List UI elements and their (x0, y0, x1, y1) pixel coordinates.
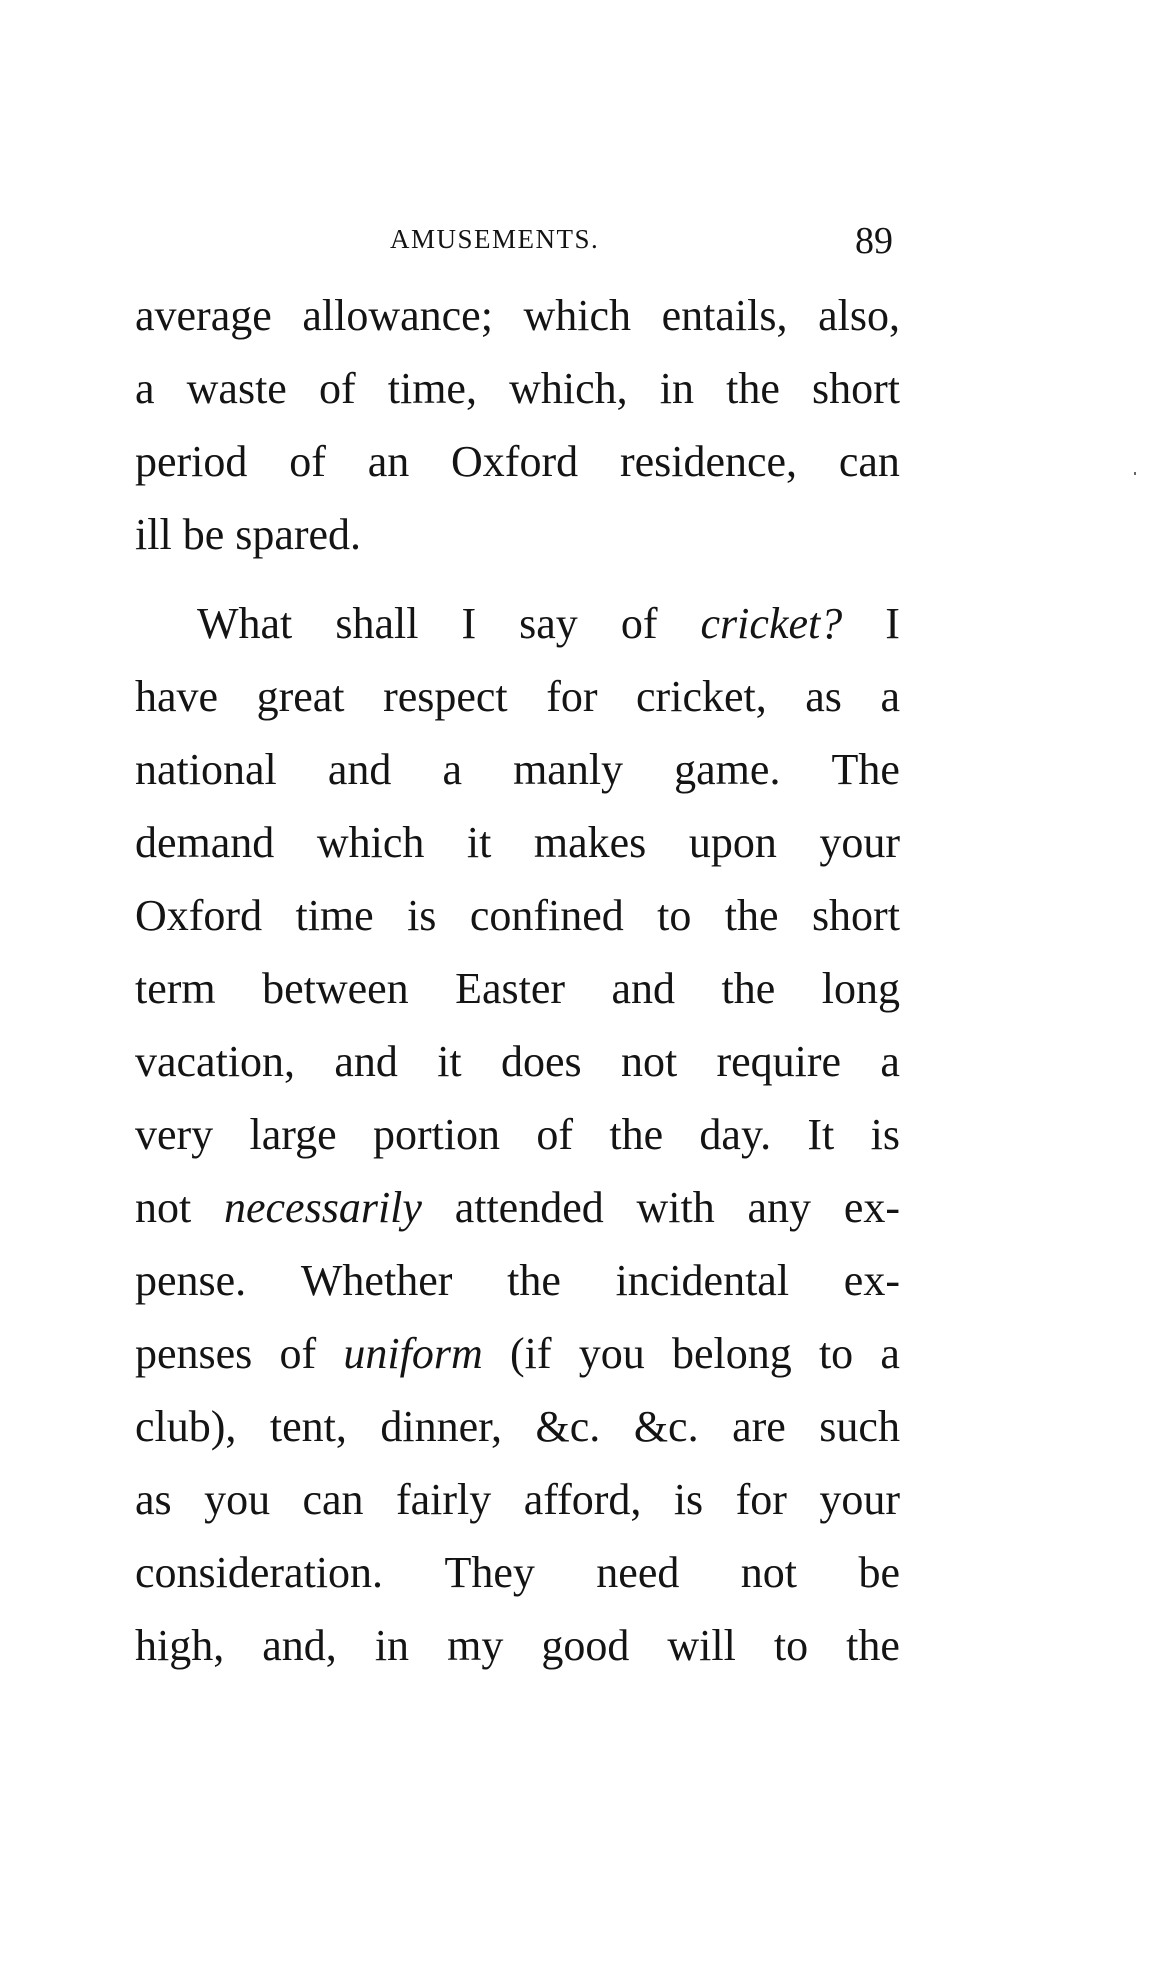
text-line (135, 669, 900, 725)
word: the (507, 1256, 561, 1305)
word: allowance; (302, 291, 493, 340)
word: shall (335, 599, 419, 648)
word: ex- (843, 1256, 900, 1305)
text-line (135, 1034, 900, 1090)
word: time, (387, 364, 477, 413)
word: portion (372, 1110, 501, 1159)
word: They (444, 1548, 535, 1597)
word: day. (699, 1110, 772, 1159)
word: not (620, 1037, 678, 1086)
word: the (846, 1621, 900, 1670)
word: The (831, 745, 900, 794)
word: of (289, 437, 326, 486)
word: average (135, 291, 272, 340)
word: residence, (619, 437, 798, 486)
word: game. (674, 745, 781, 794)
word: I (885, 599, 900, 648)
word: attended (454, 1183, 604, 1232)
word: club), (135, 1402, 237, 1451)
word: I (461, 599, 477, 648)
word: term (135, 964, 216, 1013)
word: be (858, 1548, 900, 1597)
word: spared. (235, 510, 362, 559)
text-line (135, 1107, 900, 1163)
word: it (466, 818, 492, 867)
word: period (135, 437, 248, 486)
word: It (807, 1110, 835, 1159)
word: is (870, 1110, 900, 1159)
word: a (880, 672, 900, 721)
word: upon (688, 818, 777, 867)
word: in (374, 1621, 410, 1670)
word: the (721, 964, 776, 1013)
word: it (437, 1037, 462, 1086)
word: ex- (843, 1183, 900, 1232)
word: Oxford (135, 891, 263, 940)
text-line (135, 961, 900, 1017)
text-line (135, 742, 900, 798)
word: a (442, 745, 462, 794)
word: of (620, 599, 658, 648)
text-line (135, 815, 900, 871)
word: waste (186, 364, 287, 413)
word: entails, (661, 291, 788, 340)
word: is (407, 891, 437, 940)
word: dinner, (380, 1402, 503, 1451)
word: are (732, 1402, 786, 1451)
word: have (135, 672, 219, 721)
word: What (197, 599, 293, 648)
word: confined (469, 891, 624, 940)
word: such (819, 1402, 900, 1451)
text-line (135, 1545, 900, 1601)
word: as (805, 672, 842, 721)
word: time (295, 891, 374, 940)
word: not (135, 1183, 192, 1232)
word: manly (513, 745, 624, 794)
word: not (740, 1548, 798, 1597)
word: which (523, 291, 632, 340)
word: of (536, 1110, 574, 1159)
word: and (611, 964, 676, 1013)
word: a (880, 1037, 900, 1086)
word: good (541, 1621, 630, 1670)
text-line (135, 1618, 900, 1674)
word: &c. (535, 1402, 601, 1451)
word: for (735, 1475, 787, 1524)
word: cricket, (636, 672, 767, 721)
word: between (262, 964, 409, 1013)
word: and, (262, 1621, 337, 1670)
word: short (811, 891, 900, 940)
word: afford, (523, 1475, 642, 1524)
word: belong (671, 1329, 792, 1378)
word: vacation, (135, 1037, 296, 1086)
word: can (302, 1475, 364, 1524)
word: be (182, 510, 225, 559)
word: &c. (633, 1402, 699, 1451)
word: of (279, 1329, 317, 1378)
word: an (367, 437, 410, 486)
word: in (659, 364, 694, 413)
word: any (747, 1183, 812, 1232)
word: require (716, 1037, 842, 1086)
word: Oxford (451, 437, 579, 486)
text-line (135, 1326, 900, 1382)
word: the (609, 1110, 664, 1159)
word: and (334, 1037, 398, 1086)
word: the (724, 891, 779, 940)
word: the (726, 364, 780, 413)
italic-word: cricket? (700, 599, 843, 648)
text-line (135, 888, 900, 944)
word: you (204, 1475, 271, 1524)
text-line (135, 507, 900, 563)
word: can (838, 437, 900, 486)
word: and (327, 745, 392, 794)
word: a (135, 364, 155, 413)
word: demand (135, 818, 275, 867)
word: national (135, 745, 277, 794)
word: which (316, 818, 425, 867)
word: ill (135, 510, 172, 559)
text-line (135, 1472, 900, 1528)
paper-speck (1134, 472, 1136, 475)
text-line (197, 596, 900, 652)
word: very (135, 1110, 214, 1159)
text-line (135, 1399, 900, 1455)
word: to (657, 891, 692, 940)
word: incidental (615, 1256, 790, 1305)
word: say (519, 599, 578, 648)
page-number: 89 (855, 220, 893, 262)
word: which, (509, 364, 628, 413)
word: with (636, 1183, 715, 1232)
text-line (135, 434, 900, 490)
word: your (819, 818, 900, 867)
word: penses (135, 1329, 253, 1378)
word: does (500, 1037, 582, 1086)
word: a (880, 1329, 900, 1378)
word: large (249, 1110, 337, 1159)
word: is (673, 1475, 704, 1524)
word: you (578, 1329, 645, 1378)
word: pense. (135, 1256, 247, 1305)
word: to (773, 1621, 809, 1670)
word: fairly (395, 1475, 492, 1524)
text-line (135, 1180, 900, 1236)
italic-word: necessarily (224, 1183, 422, 1232)
word: makes (533, 818, 647, 867)
word: also, (818, 291, 900, 340)
word: (if (509, 1329, 552, 1378)
word: Whether (300, 1256, 453, 1305)
word: need (596, 1548, 680, 1597)
word: great (256, 672, 345, 721)
word: tent, (269, 1402, 347, 1451)
word: Easter (455, 964, 566, 1013)
word: consideration. (135, 1548, 384, 1597)
word: short (811, 364, 900, 413)
word: of (318, 364, 356, 413)
word: your (819, 1475, 900, 1524)
text-line (135, 288, 900, 344)
word: will (667, 1621, 736, 1670)
word: to (818, 1329, 854, 1378)
word: as (135, 1475, 172, 1524)
word: long (821, 964, 900, 1013)
word: for (546, 672, 598, 721)
text-line (135, 361, 900, 417)
text-line (135, 1253, 900, 1309)
word: respect (383, 672, 508, 721)
word: high, (135, 1621, 225, 1670)
word: my (447, 1621, 504, 1670)
running-head: AMUSEMENTS. (390, 224, 600, 254)
italic-word: uniform (343, 1329, 483, 1378)
